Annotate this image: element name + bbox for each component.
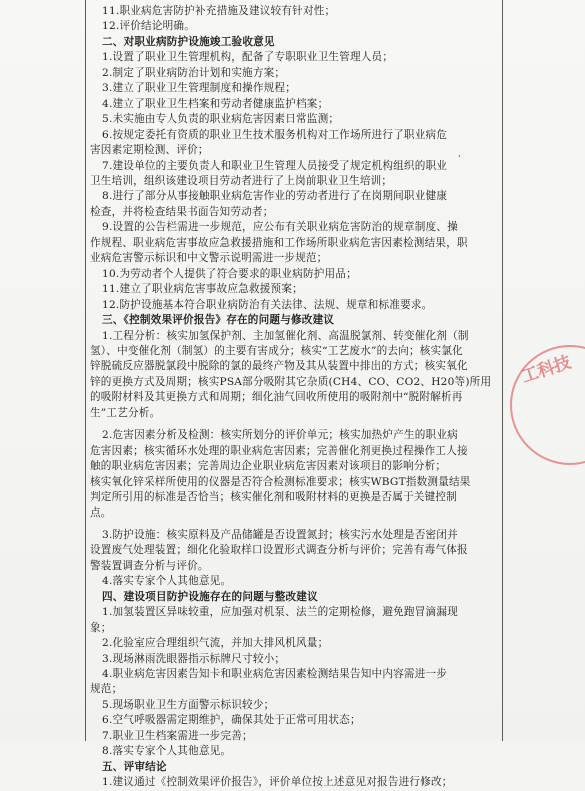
text-line: 12.防护设施基本符合职业病防治有关法律、法规、规章和标准要求。 xyxy=(102,298,433,311)
text-line: 7.建设单位的主要负责人和职业卫生管理人员接受了规定机构组织的职业 xyxy=(102,159,448,172)
text-line: 11.建立了职业病危害事故应急救援预案； xyxy=(102,283,303,296)
text-line: 1.加氢装置区异味较重，应加强对机泵、法兰的定期检修，避免跑冒滴漏现 xyxy=(102,606,458,619)
text-line: 警装置调查分析与评价。 xyxy=(90,559,209,572)
text-line: 5.未实施由专人负责的职业病危害因素日常监测； xyxy=(102,113,340,126)
text-line: 卫生培训，组织该建设项目劳动者进行了上岗前职业卫生培训； xyxy=(90,174,393,187)
text-line: 核实氧化锌采样所使用的仪器是否符合检测标准要求；核实WBGT指数测量结果 xyxy=(90,475,471,488)
text-line: 规范； xyxy=(90,683,123,696)
text-line: 害因素定期检测、评价； xyxy=(90,144,209,157)
text-line: 2.制定了职业病防治计划和实施方案； xyxy=(102,66,286,79)
text-line: 1.建议通过《控制效果评价报告》，评价单位按上述意见对报告进行修改； xyxy=(102,776,453,789)
margin-mark: ’ xyxy=(458,155,461,165)
text-line: 8.落实专家个人其他意见。 xyxy=(102,745,232,758)
text-line: 点。 xyxy=(90,506,112,519)
text-line: 1.工程分析：核实加氢保护剂、主加氢催化剂、高温脱氯剂、转变催化剂（制 xyxy=(102,329,469,342)
text-line: 6.按规定委托有资质的职业卫生技术服务机构对工作场所进行了职业病危 xyxy=(102,128,448,141)
text-line: 1.设置了职业卫生管理机构，配备了专职职业卫生管理人员； xyxy=(102,51,394,64)
text-line: 检查，并将检查结果书面告知劳动者； xyxy=(90,205,274,218)
section-heading: 三、《控制效果评价报告》存在的问题与修改建议 xyxy=(102,314,335,327)
text-line: 的吸附材料及其更换方式和周期；细化油气回收所使用的吸附剂中“脱附解析再 xyxy=(90,391,463,404)
text-line: 生”工艺分析。 xyxy=(90,406,161,419)
text-line: 8.进行了部分从事接触职业病危害作业的劳动者进行了在岗期间职业健康 xyxy=(102,190,448,203)
text-line: 象； xyxy=(90,621,112,634)
text-line: 2.化验室应合理组织气流，并加大排风机风量； xyxy=(102,637,329,650)
text-line: 5.现场职业卫生方面警示标识较少； xyxy=(102,698,275,711)
text-line: 4.职业病危害因素告知卡和职业病危害因素检测结果告知中内容需进一步 xyxy=(102,668,448,681)
text-line: 9.设置的公告栏需进一步规范，应公布有关职业病危害防治的规章制度、操 xyxy=(102,221,458,234)
text-line: 6.空气呼吸器需定期维护，确保其处于正常可用状态； xyxy=(102,714,361,727)
text-line: 作规程、职业病危害事故应急救援措施和工作场所职业病危害因素检测结果，职 xyxy=(90,236,468,249)
text-line: 12.评价结论明确。 xyxy=(102,20,196,33)
text-line: 业病危害警示标识和中文警示说明需进一步规范； xyxy=(90,252,328,265)
section-heading: 五、评审结论 xyxy=(102,760,167,773)
text-line: 判定所引用的标准是否恰当；核实催化剂和吸附材料的更换是否属于关键控制 xyxy=(90,491,457,504)
document-body xyxy=(90,4,498,791)
text-line: 氢）、中变催化剂（制氢）的主要有害成分；核实“工艺废水”的去向；核实氯化 xyxy=(90,344,463,357)
text-line: 11.职业病危害防护补充措施及建议较有针对性； xyxy=(102,5,336,17)
text-line: 2.危害因素分析及检测：核实所划分的评价单元；核实加热炉产生的职业病 xyxy=(102,429,458,442)
text-line: 4.落实专家个人其他意见。 xyxy=(102,575,232,588)
text-line: 锌的更换方式及周期；核实PSA部分吸附其它杂质(CH4、CO、CO2、H20等)所用 xyxy=(90,375,492,388)
text-line: 3.建立了职业卫生管理制度和操作规程； xyxy=(102,82,296,95)
text-line: 4.建立了职业卫生档案和劳动者健康监护档案； xyxy=(102,97,329,110)
section-heading: 四、建设项目防护设施存在的问题与整改建议 xyxy=(102,590,318,603)
text-line: 3.防护设施：核实原料及产品储罐是否设置氮封；核实污水处理是否密闭并 xyxy=(102,528,458,541)
text-line: 触的职业病危害因素；完善周边企业职业病危害因素对该项目的影响分析； xyxy=(90,460,447,473)
text-line: 锌脱硫反应器脱氯段中脱除的氯的最终产物及其从装置中排出的方式；核实氧化 xyxy=(90,360,468,373)
text-line: 10.为劳动者个人提供了符合要求的职业病防护用品； xyxy=(102,267,357,280)
text-line: 设置废气处理装置；细化化验取样口设置形式调查分析与评价；完善有毒气体报 xyxy=(90,544,468,557)
section-heading: 二、对职业病防护设施竣工验收意见 xyxy=(102,35,275,48)
seal-text: 工科技 xyxy=(518,352,574,388)
text-line: 3.现场淋雨洗眼器指示标牌尺寸较小； xyxy=(102,652,286,665)
text-line: 7.职业卫生档案需进一步完善； xyxy=(102,729,253,742)
text-line: 危害因素；核实循环水处理的职业病危害因素；完善催化剂更换过程操作工人接 xyxy=(90,444,468,457)
